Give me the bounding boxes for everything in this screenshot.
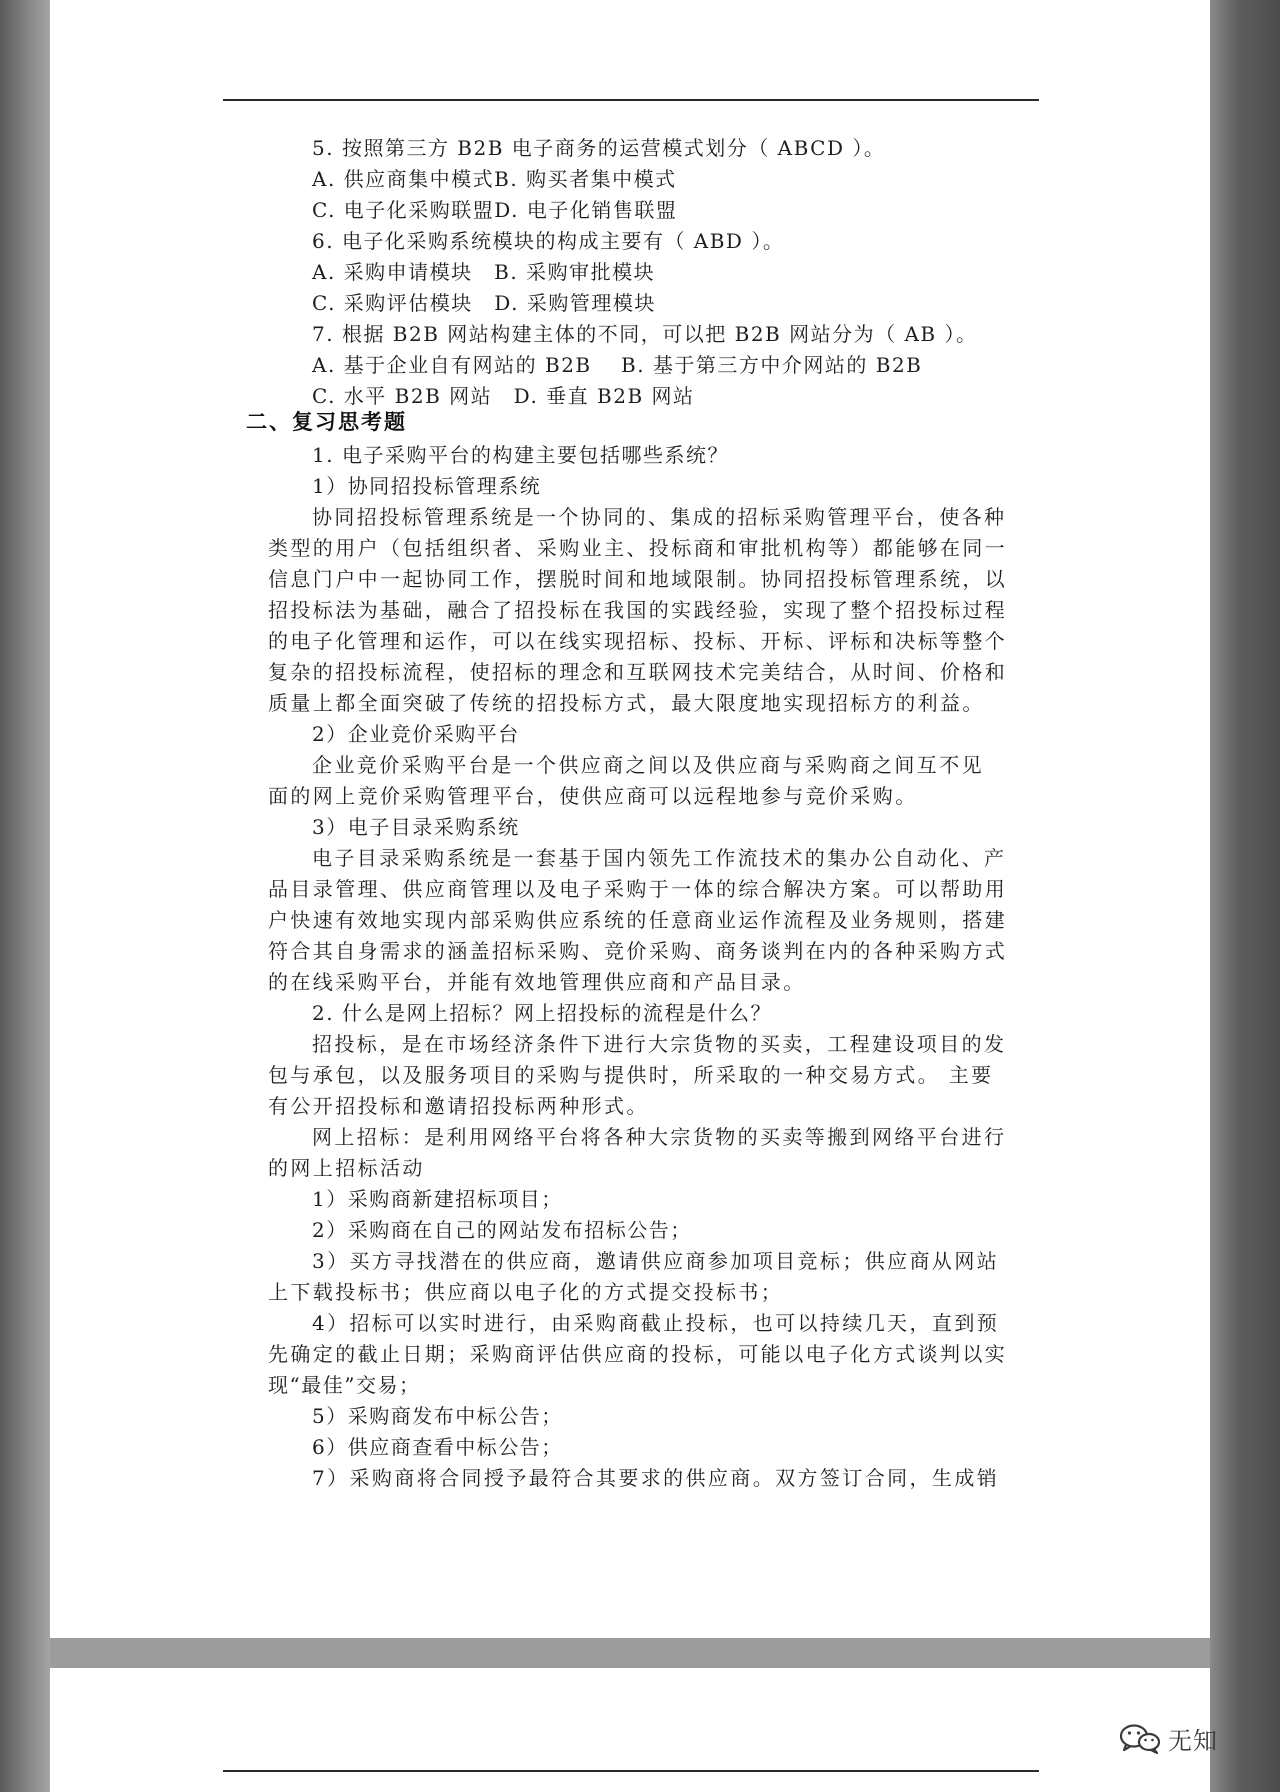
paragraph-line: 质量上都全面突破了传统的招投标方式，最大限度地实现招标方的利益。: [268, 691, 985, 715]
paragraph-line: 电子目录采购系统是一套基于国内领先工作流技术的集办公自动化、产: [312, 846, 1007, 870]
paragraph-line: 的在线采购平台，并能有效地管理供应商和产品目录。: [268, 970, 806, 994]
list-item: 2）采购商在自己的网站发布招标公告；: [312, 1218, 692, 1242]
question-7-options-ab: A. 基于企业自有网站的 B2B B. 基于第三方中介网站的 B2B: [312, 353, 923, 377]
question-6-options-cd: C. 采购评估模块 D. 采购管理模块: [312, 291, 656, 315]
header-rule: [223, 99, 1039, 101]
list-item: 1）采购商新建招标项目；: [312, 1187, 563, 1211]
paragraph-line: 企业竞价采购平台是一个供应商之间以及供应商与采购商之间互不见: [312, 753, 984, 777]
paragraph-line: 招投标法为基础，融合了招投标在我国的实践经验，实现了整个招投标过程: [268, 598, 1008, 622]
list-item: 5）采购商发布中标公告；: [312, 1404, 563, 1428]
paragraph-line: 的电子化管理和运作，可以在线实现招标、投标、开标、评标和决标等整个: [268, 629, 1008, 653]
list-item: 7）采购商将合同授予最符合其要求的供应商。双方签订合同，生成销: [312, 1466, 1000, 1490]
list-item: 3）买方寻找潜在的供应商，邀请供应商参加项目竞标；供应商从网站: [312, 1249, 1000, 1273]
section-heading: 二、复习思考题: [246, 409, 407, 434]
review-question-1: 1. 电子采购平台的构建主要包括哪些系统？: [312, 443, 729, 467]
paragraph-line: 包与承包，以及服务项目的采购与提供时，所采取的一种交易方式。 主要: [268, 1063, 994, 1087]
subheading-2: 2）企业竞价采购平台: [312, 722, 520, 746]
background-left-edge: [0, 0, 50, 1792]
background-right-edge: [1210, 0, 1280, 1792]
subheading-3: 3）电子目录采购系统: [312, 815, 520, 839]
paragraph-line: 户快速有效地实现内部采购供应系统的任意商业运作流程及业务规则，搭建: [268, 908, 1008, 932]
paragraph-line: 复杂的招投标流程，使招标的理念和互联网技术完美结合，从时间、价格和: [268, 660, 1008, 684]
subheading-1: 1）协同招投标管理系统: [312, 474, 542, 498]
list-item-continued: 现“最佳”交易；: [268, 1373, 421, 1397]
question-6: 6. 电子化采购系统模块的构成主要有（ ABD ）。: [312, 229, 785, 253]
paragraph-line: 类型的用户（包括组织者、采购业主、投标商和审批机构等）都能够在同一: [268, 536, 1008, 560]
question-6-options-ab: A. 采购申请模块 B. 采购审批模块: [312, 260, 656, 284]
question-7-options-cd: C. 水平 B2B 网站 D. 垂直 B2B 网站: [312, 384, 695, 408]
watermark: [1118, 1718, 1238, 1758]
question-7: 7. 根据 B2B 网站构建主体的不同，可以把 B2B 网站分为（ AB ）。: [312, 322, 978, 346]
question-5: 5. 按照第三方 B2B 电子商务的运营模式划分（ ABCD ）。: [312, 136, 886, 160]
paragraph-line: 信息门户中一起协同工作，摆脱时间和地域限制。协同招投标管理系统，以: [268, 567, 1008, 591]
question-5-options-cd: C. 电子化采购联盟D. 电子化销售联盟: [312, 198, 678, 222]
question-5-options-ab: A. 供应商集中模式B. 购买者集中模式: [312, 167, 677, 191]
paragraph-line: 品目录管理、供应商管理以及电子采购于一体的综合解决方案。可以帮助用: [268, 877, 1008, 901]
paragraph-line: 招投标，是在市场经济条件下进行大宗货物的买卖，工程建设项目的发: [312, 1032, 1007, 1056]
next-page-header-rule: [223, 1770, 1039, 1772]
paragraph-line: 的网上招标活动: [268, 1156, 425, 1180]
paragraph-line: 面的网上竞价采购管理平台，使供应商可以远程地参与竞价采购。: [268, 784, 918, 808]
paragraph-line: 有公开招投标和邀请招投标两种形式。: [268, 1094, 649, 1118]
list-item: 4）招标可以实时进行，由采购商截止投标，也可以持续几天，直到预: [312, 1311, 1000, 1335]
next-document-page: [50, 1668, 1210, 1792]
list-item-continued: 先确定的截止日期；采购商评估供应商的投标，可能以电子化方式谈判以实: [268, 1342, 1008, 1366]
wechat-icon: [1118, 1722, 1162, 1754]
review-question-2: 2. 什么是网上招标？网上招投标的流程是什么？: [312, 1001, 772, 1025]
watermark-text: 无知: [1168, 1726, 1218, 1755]
paragraph-line: 符合其自身需求的涵盖招标采购、竞价采购、商务谈判在内的各种采购方式: [268, 939, 1008, 963]
list-item: 6）供应商查看中标公告；: [312, 1435, 563, 1459]
list-item-continued: 上下载投标书；供应商以电子化的方式提交投标书；: [268, 1280, 784, 1304]
paragraph-line: 协同招投标管理系统是一个协同的、集成的招标采购管理平台，使各种: [312, 505, 1007, 529]
paragraph-line: 网上招标：是利用网络平台将各种大宗货物的买卖等搬到网络平台进行: [312, 1125, 1007, 1149]
